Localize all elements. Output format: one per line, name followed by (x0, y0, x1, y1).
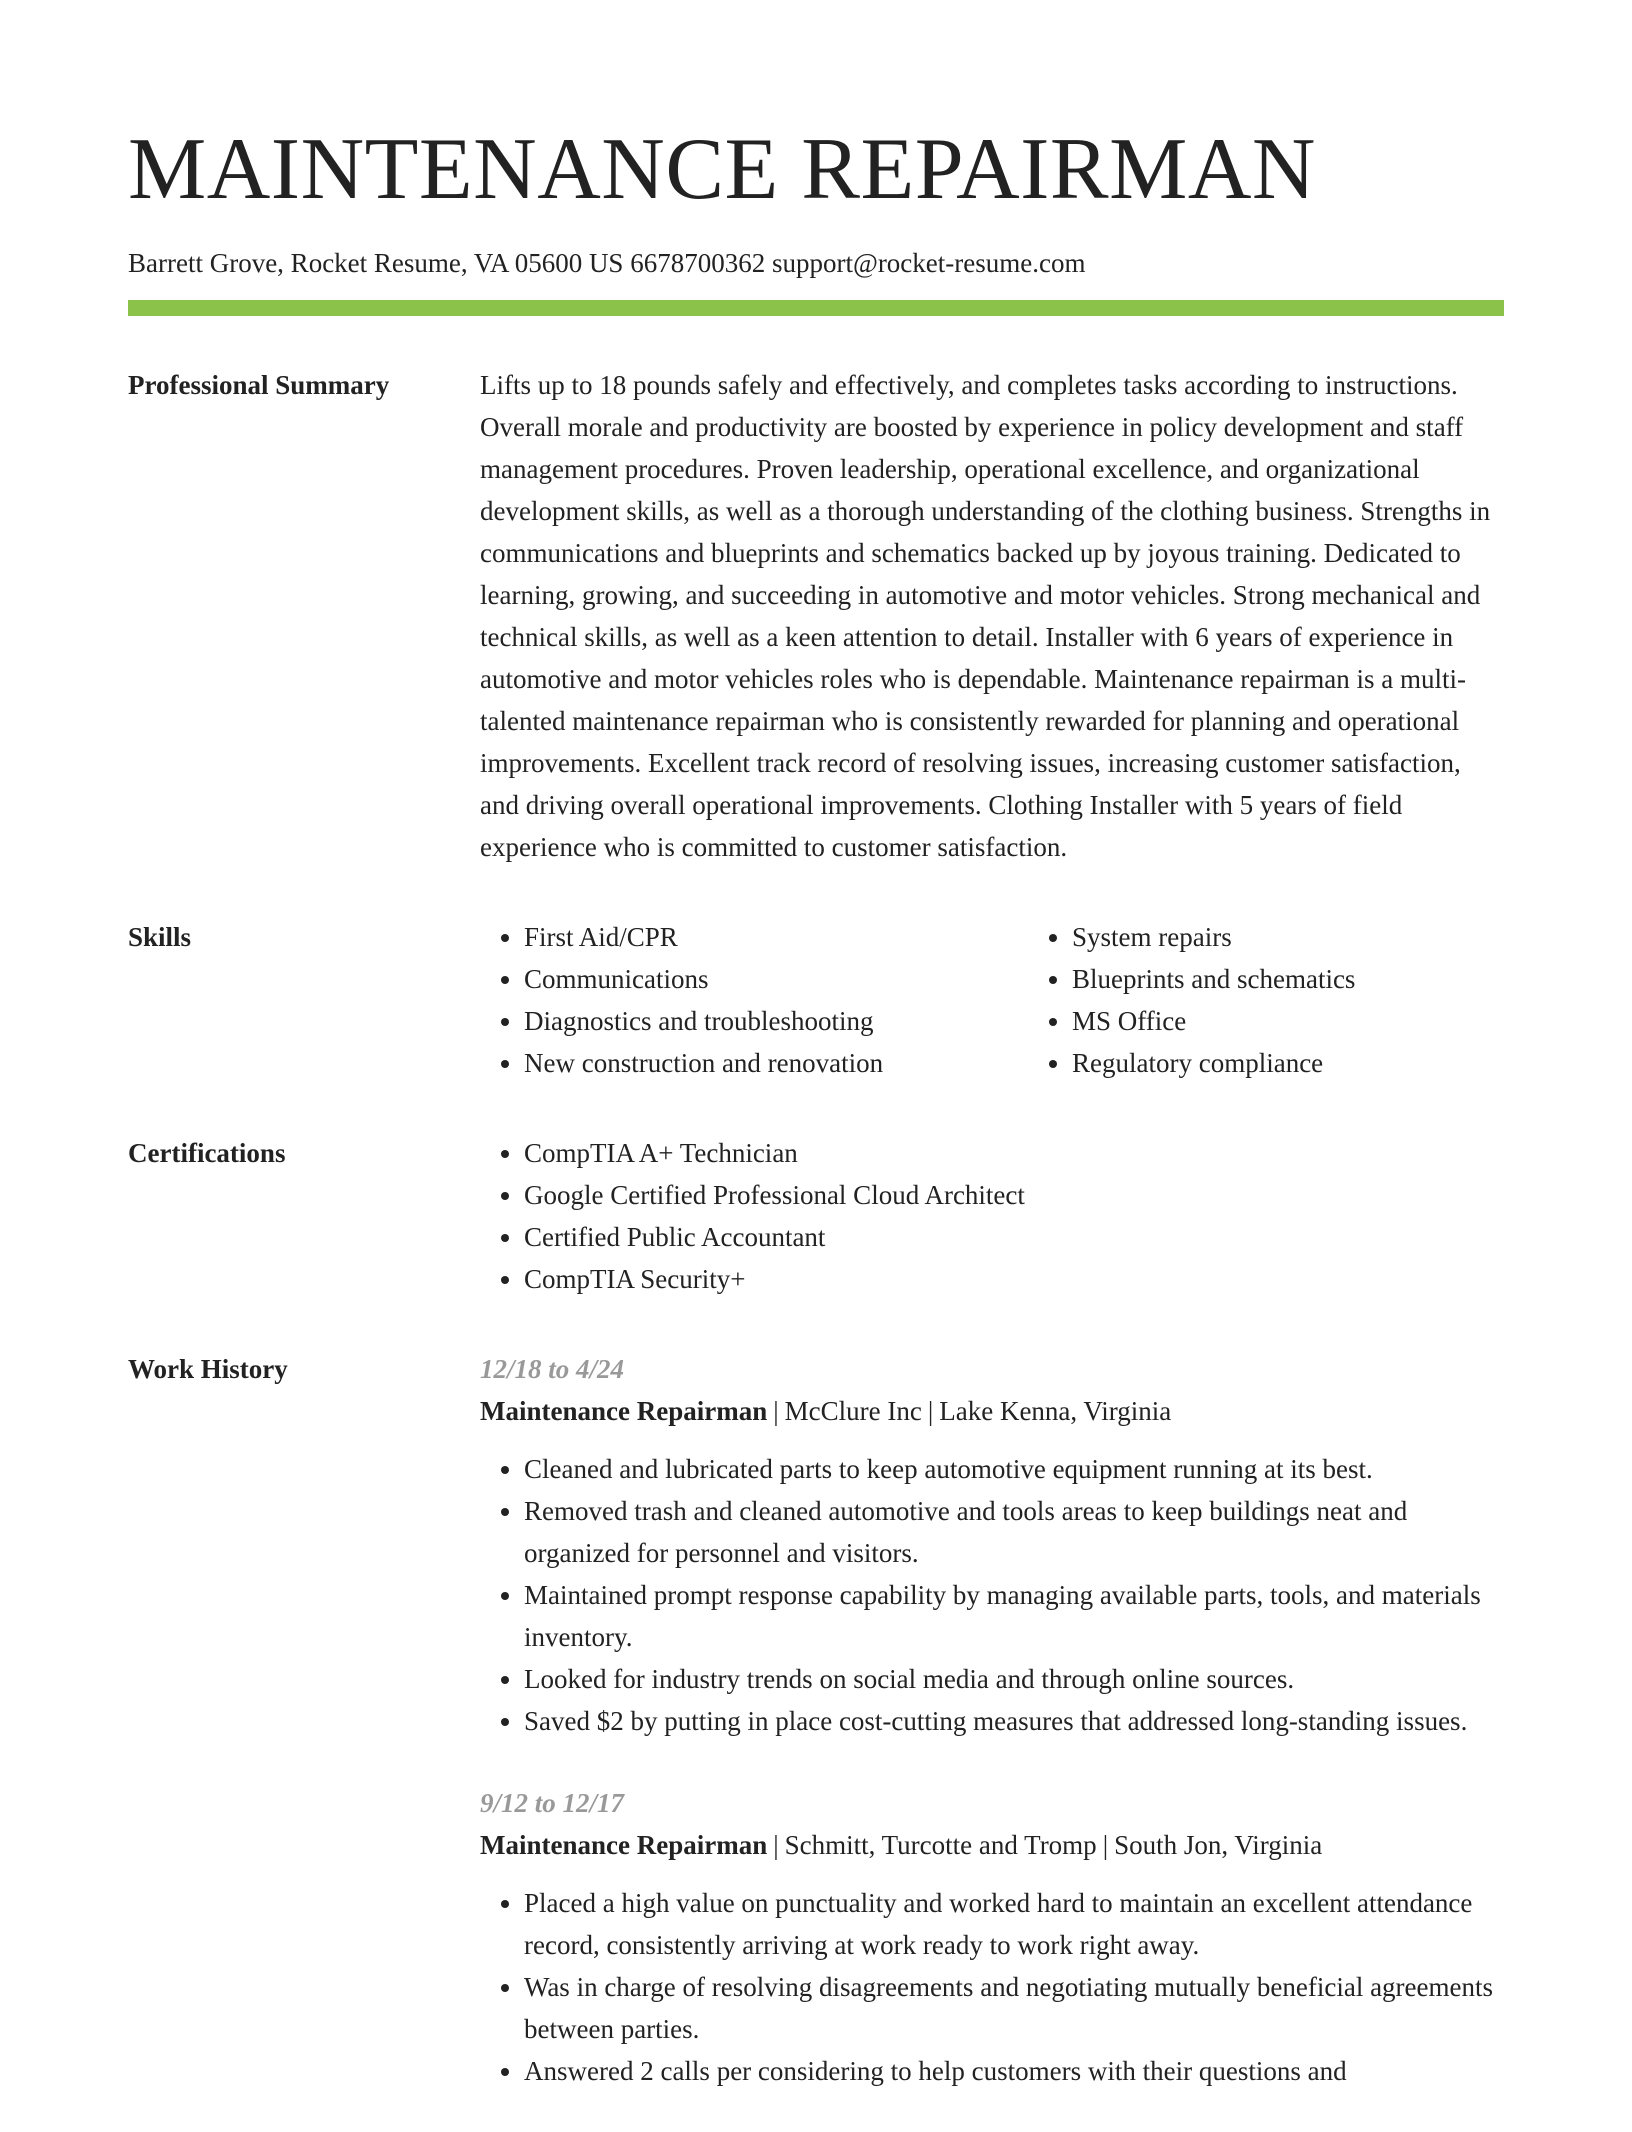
work-history-section (128, 1348, 1504, 2132)
skills-column-2 (1028, 916, 1576, 1084)
contact-line: Barrett Grove, Rocket Resume, VA 05600 US 6678700362 support@rocket-resume.com (128, 248, 1086, 278)
skill-item: • First Aid/CPR (524, 916, 1028, 958)
resume-title: MAINTENANCE REPAIRMAN (128, 121, 1316, 218)
job-location: South Jon, Virginia (1114, 1830, 1323, 1860)
skill-item: • Regulatory compliance (1072, 1042, 1576, 1084)
skill-item: • New construction and renovation (524, 1042, 1028, 1084)
separator: | (773, 1396, 779, 1426)
job-bullet: • Placed a high value on punctuality and worked hard to maintain an excellent attendance record, consistently arriving at work ready to work right away. (524, 1882, 1504, 1966)
job-bullets (480, 1448, 1504, 1742)
summary-body (480, 364, 1504, 868)
job-bullet: • Was in charge of resolving disagreements and negotiating mutually beneficial agreements between parties. (524, 1966, 1504, 2050)
accent-divider (128, 300, 1504, 316)
job-bullet: • Removed trash and cleaned automotive and tools areas to keep buildings neat and organized for personnel and visitors. (524, 1490, 1504, 1574)
certification-item: • Google Certified Professional Cloud Architect (524, 1174, 1504, 1216)
job-bullet: • Maintained prompt response capability by managing available parts, tools, and materials inventory. (524, 1574, 1504, 1658)
skill-item: • Communications (524, 958, 1028, 1000)
job-bullet: • Saved $2 by putting in place cost-cutting measures that addressed long-standing issues. (524, 1700, 1504, 1742)
job-bullet: • Answered 2 calls per considering to help customers with their questions and (524, 2050, 1504, 2092)
skills-heading: Skills (128, 922, 192, 952)
job-dates: 12/18 to 4/24 (480, 1354, 625, 1384)
job-heading (480, 1390, 1504, 1432)
certifications-section (128, 1132, 1504, 1300)
job-title: Maintenance Repairman (480, 1830, 768, 1860)
skill-item: • System repairs (1072, 916, 1576, 958)
certifications-heading: Certifications (128, 1138, 286, 1168)
certifications-list (480, 1132, 1504, 1300)
skills-body (480, 916, 1576, 1084)
certification-item: • CompTIA A+ Technician (524, 1132, 1504, 1174)
work-history-heading: Work History (128, 1354, 288, 1384)
job-entry (480, 1348, 1504, 1742)
skills-section (128, 916, 1504, 1084)
summary-section (128, 364, 1504, 868)
work-history-body (480, 1348, 1504, 2132)
job-company: McClure Inc (784, 1396, 922, 1426)
summary-text: Lifts up to 18 pounds safely and effectively, and completes tasks according to instructions. Overall morale and productivity are boosted by experience in policy development and staff management procedures. Proven leadership, operational excellence, and organizational development skills, as well as a thorough understanding of the clothing business. Strengths in communications and blueprints and schematics backed up by joyous training. Dedicated to learning, growing, and succeeding in automotive and motor vehicles. Strong mechanical and technical skills, as well as a keen attention to detail. Installer with 6 years of experience in automotive and motor vehicles roles who is dependable. Maintenance repairman is a multi-talented maintenance repairman who is consistently rewarded for planning and operational improvements. Excellent track record of resolving issues, increasing customer satisfaction, and driving overall operational improvements. Clothing Installer with 5 years of field experience who is committed to customer satisfaction. (480, 370, 1491, 862)
job-entry (480, 1782, 1504, 2092)
job-bullet: • Cleaned and lubricated parts to keep automotive equipment running at its best. (524, 1448, 1504, 1490)
job-company: Schmitt, Turcotte and Tromp (784, 1830, 1097, 1860)
certification-item: • CompTIA Security+ (524, 1258, 1504, 1300)
job-dates: 9/12 to 12/17 (480, 1788, 625, 1818)
job-heading (480, 1824, 1504, 1866)
skill-item: • MS Office (1072, 1000, 1576, 1042)
skills-column-1 (480, 916, 1028, 1084)
job-bullets (480, 1882, 1504, 2092)
skill-item: • Blueprints and schematics (1072, 958, 1576, 1000)
job-title: Maintenance Repairman (480, 1396, 768, 1426)
job-location: Lake Kenna, Virginia (939, 1396, 1172, 1426)
job-bullet: • Looked for industry trends on social media and through online sources. (524, 1658, 1504, 1700)
summary-heading: Professional Summary (128, 370, 390, 400)
certification-item: • Certified Public Accountant (524, 1216, 1504, 1258)
separator: | (927, 1396, 934, 1426)
certifications-body (480, 1132, 1504, 1300)
separator: | (1102, 1830, 1109, 1860)
separator: | (773, 1830, 779, 1860)
skill-item: • Diagnostics and troubleshooting (524, 1000, 1028, 1042)
